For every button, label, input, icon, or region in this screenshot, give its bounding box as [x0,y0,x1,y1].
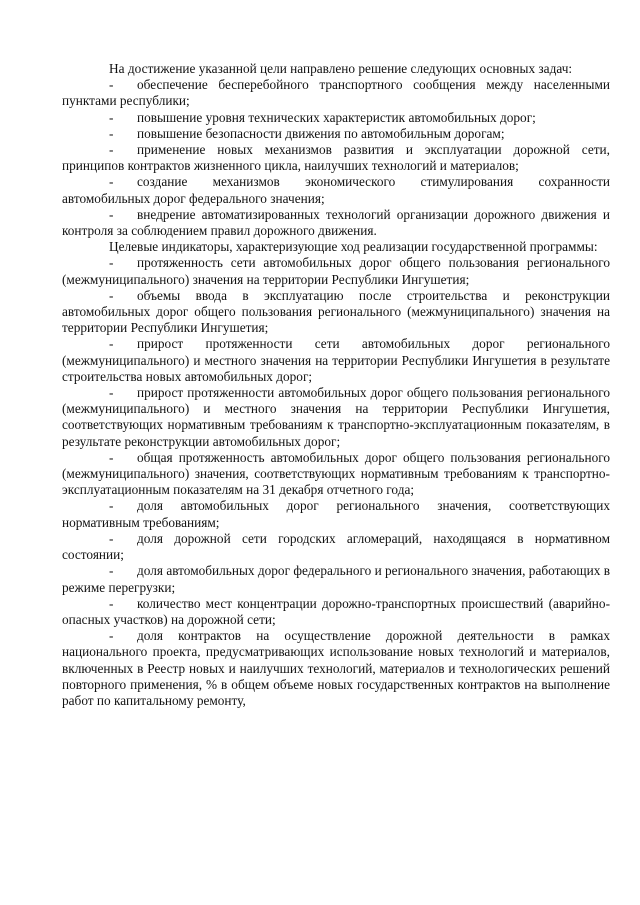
list-marker: - [109,530,114,546]
indicators-list [62,255,610,709]
list-item [62,385,610,450]
list-item [62,628,610,709]
list-item-text: прирост протяженности сети автомобильных дорог регионального (межмуниципального) и местного значения на территории Республики Ингушетия в результате строительства новых автомобильных дорог; [62,336,610,384]
list-marker: - [109,255,114,271]
list-marker: - [109,287,114,303]
list-marker: - [109,77,114,93]
list-marker: - [109,142,114,158]
list-item-text: повышение уровня технических характеристик автомобильных дорог; [137,109,536,125]
list-marker: - [109,336,114,352]
list-item [62,174,610,206]
list-item [62,77,610,109]
list-marker: - [109,206,114,222]
list-item-text: прирост протяженности автомобильных дорог общего пользования регионального (межмуниципального) и местного значения на территории Республики Ингушетия, соответствующих нормативным требованиям к транспортно-эксплуатационным показателям, в результате реконструкции автомобильных дорог; [62,385,610,449]
list-item-text: применение новых механизмов развития и эксплуатации дорожной сети, принципов контрактов жизненного цикла, наилучших технологий и материалов; [62,142,610,174]
list-marker: - [109,109,114,125]
list-item [62,531,610,563]
list-item-text: протяженность сети автомобильных дорог общего пользования регионального (межмуниципального) значения на территории Республики Ингушетия; [62,255,610,287]
list-item [62,126,610,142]
intro-paragraph: На достижение указанной цели направлено решение следующих основных задач: [109,61,573,76]
list-item-text: количество мест концентрации дорожно-транспортных происшествий (аварийно-опасных участков) на дорожной сети; [62,595,610,627]
list-item-text: обеспечение бесперебойного транспортного сообщения между населенными пунктами республики; [62,77,610,109]
list-item [62,255,610,287]
list-item-text: доля автомобильных дорог федерального и регионального значения, работающих в режиме перегрузки; [62,563,611,595]
list-item-text: создание механизмов экономического стимулирования сохранности автомобильных дорог федерального значения; [62,174,610,206]
list-item [62,336,610,385]
list-item [62,450,610,499]
list-item [62,142,610,174]
list-marker: - [109,125,114,141]
list-item [62,207,610,239]
list-item [62,110,610,126]
list-marker: - [109,498,114,514]
list-marker: - [109,563,114,579]
list-marker: - [109,595,114,611]
list-marker: - [109,385,114,401]
list-item-text: повышение безопасности движения по автомобильным дорогам; [137,125,505,141]
list-item-text: общая протяженность автомобильных дорог общего пользования регионального (межмуниципального) значения, соответствующих нормативным требованиям к транспортно-эксплуатационным показателям на 31 декабря отчетного года; [62,449,610,498]
list-item-text: доля контрактов на осуществление дорожной деятельности в рамках национального проекта, предусматривающих использование новых технологий и материалов, включенных в Реестр новых и наилучших технологий, материалов и технологических решений повторного применения, % в общем объеме новых государственных контрактов на выполнение работ по капитальному ремонту, [62,628,610,708]
indicators-intro-paragraph: Целевые индикаторы, характеризующие ход реализации государственной программы: [109,239,598,255]
list-item-text: объемы ввода в эксплуатацию после строительства и реконструкции автомобильных дорог общего пользования регионального (межмуниципального) значения на территории Республики Ингушетия; [62,287,610,336]
list-marker: - [109,628,114,644]
list-marker: - [109,174,114,190]
list-marker: - [109,449,114,465]
list-item-text: доля автомобильных дорог регионального значения, соответствующих нормативным требованиям; [62,498,610,530]
list-item [62,498,610,530]
list-item [62,563,610,595]
list-item [62,288,610,337]
list-item-text: внедрение автоматизированных технологий организации дорожного движения и контроля за соблюдением правил дорожного движения. [62,206,610,239]
tasks-list [62,77,610,239]
list-item-text: доля дорожной сети городских агломераций, находящаяся в нормативном состоянии; [62,530,610,563]
document-page [62,61,610,709]
list-item [62,596,610,628]
